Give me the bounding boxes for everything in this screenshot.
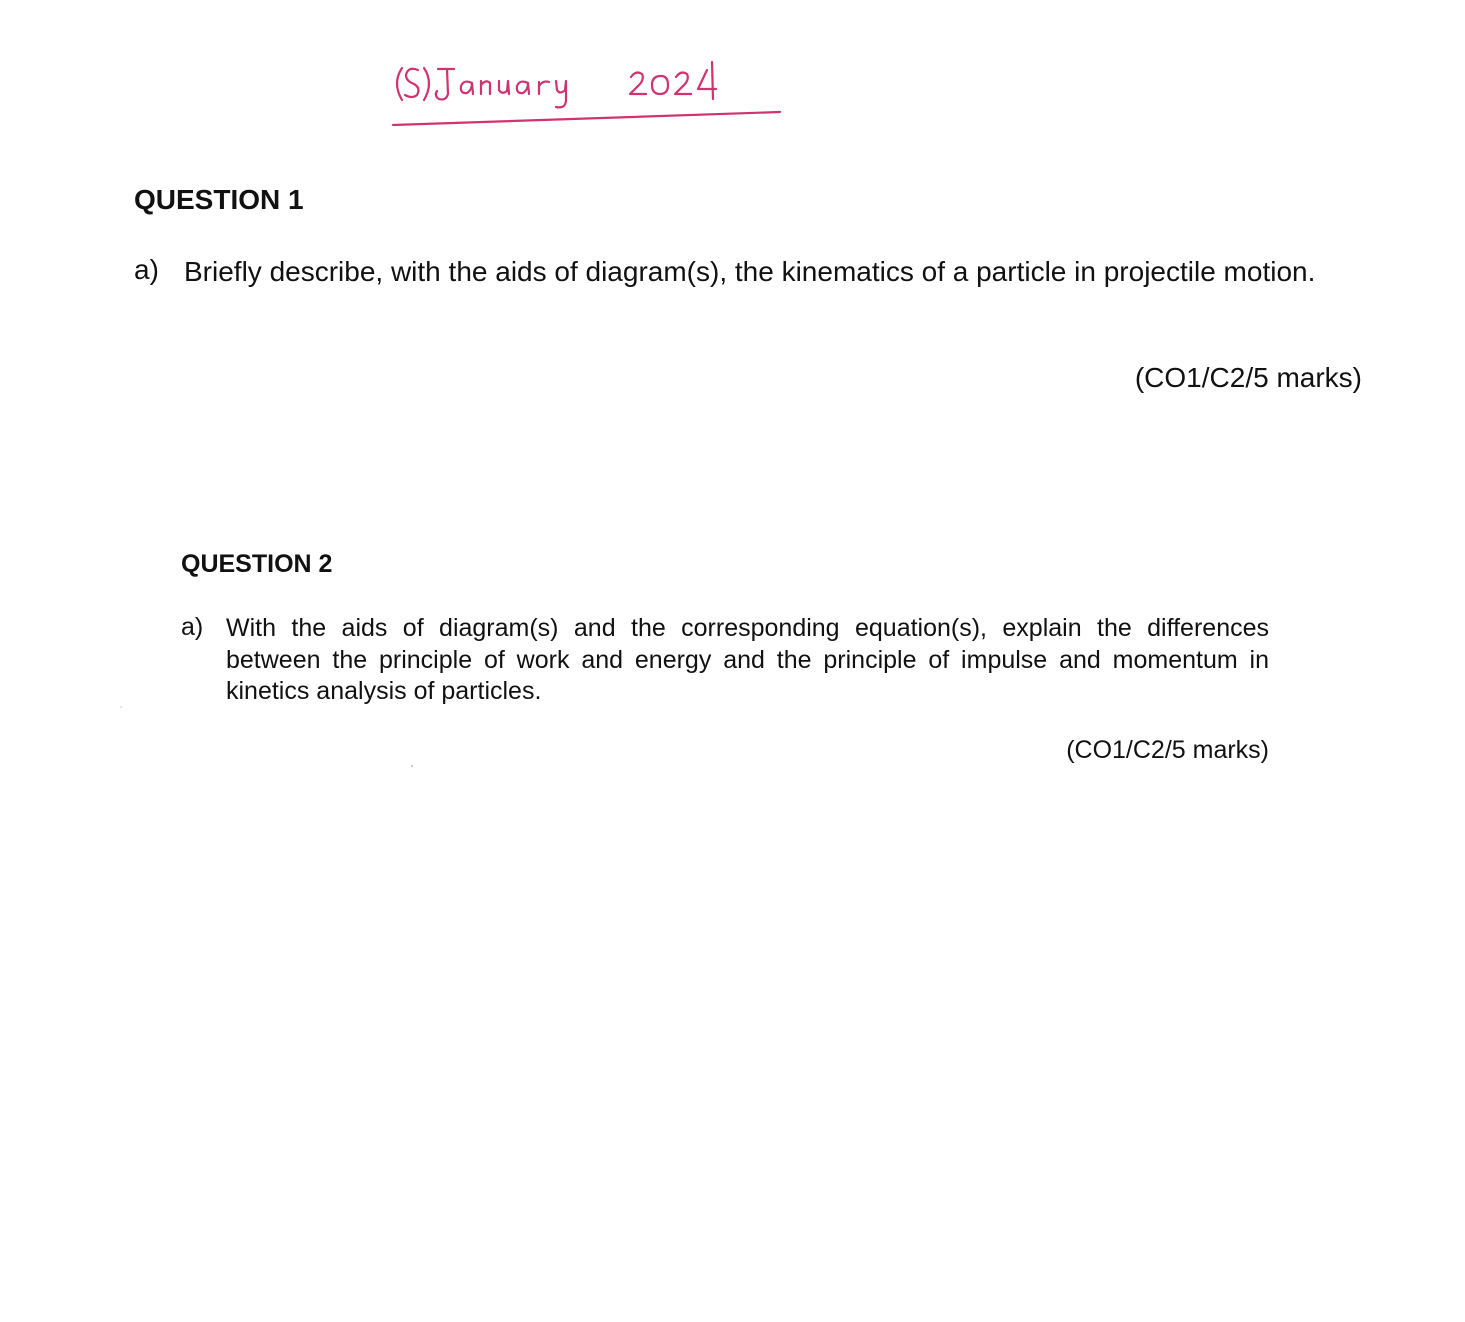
question-2-heading: QUESTION 2 <box>181 550 333 578</box>
scan-speck <box>411 765 413 767</box>
question-1-heading: QUESTION 1 <box>134 184 304 215</box>
handwritten-date-note <box>388 54 783 134</box>
question-2-marks: (CO1/C2/5 marks) <box>1066 736 1269 764</box>
question-1-marks: (CO1/C2/5 marks) <box>1134 362 1362 393</box>
handwritten-date-note-drawing <box>388 54 783 134</box>
question-2-part-a-text: With the aids of diagram(s) and the corresponding equation(s), explain the differences between the principle of work and energy and the principle of impulse and momentum in kinetics analysis of particles. <box>226 614 1269 705</box>
scan-speck <box>120 706 122 708</box>
question-1-part-a-label: a) <box>134 254 159 285</box>
question-2-part-a-label: a) <box>181 613 204 641</box>
question-1-part-a-text: Briefly describe, with the aids of diagram(s), the kinematics of a particle in projectile motion. <box>184 256 1316 287</box>
